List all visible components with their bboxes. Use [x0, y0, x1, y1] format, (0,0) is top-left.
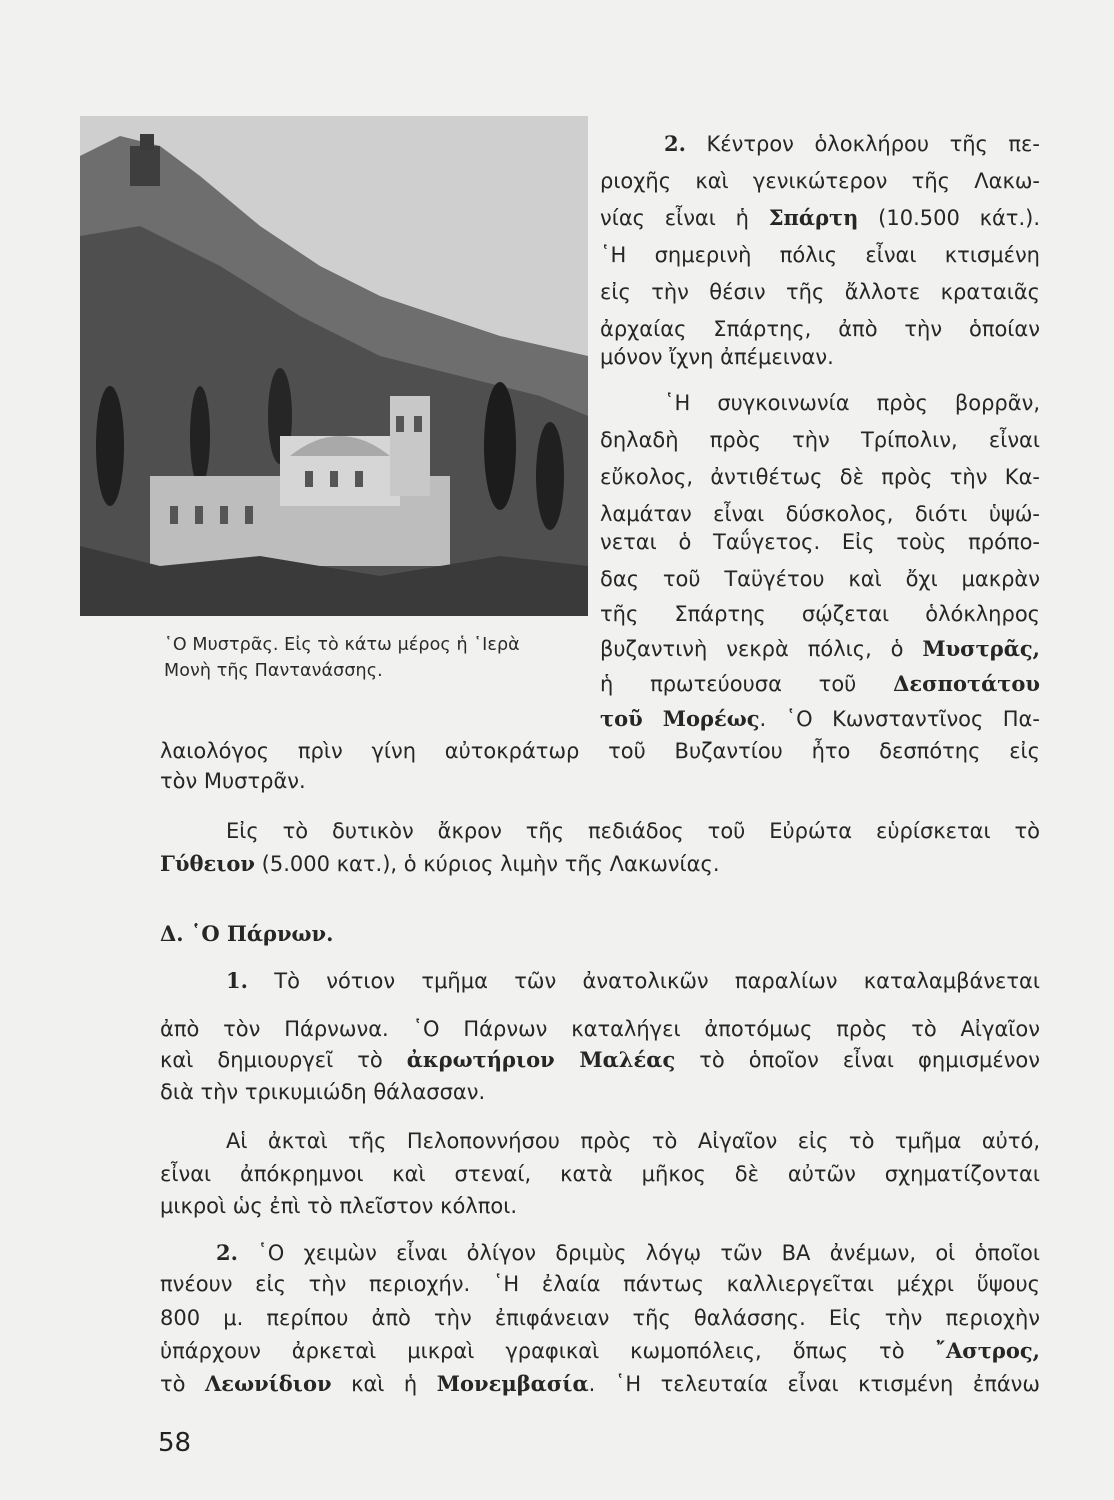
s2-line-6: ἀρχαίας Σπάρτης, ἀπὸ τὴν ὁποίαν — [600, 317, 1040, 341]
section-heading-parnon: Δ. ῾Ο Πάρνων. — [160, 921, 334, 946]
p1-line-3 — [160, 1044, 1040, 1076]
s2-line-7: μόνον ἴχνη ἀπέμειναν. — [600, 345, 834, 369]
despotate-bold: Δεσποτάτου — [893, 671, 1040, 696]
s2-line-18: λαιολόγος πρὶν γίνη αὐτοκράτωρ τοῦ Βυζαντίου ἦτο δεσπότης εἰς — [160, 739, 1040, 763]
s2-line-17 — [600, 703, 1040, 735]
p2-line-4 — [160, 1335, 1040, 1367]
s2-line-21 — [160, 848, 1040, 880]
s2-line-2: ριοχῆς καὶ γενικώτερον τῆς Λακω- — [600, 169, 1040, 193]
s2-line-15 — [600, 633, 1040, 665]
p2-line-5-c: καὶ ἡ — [331, 1372, 437, 1396]
s2-line-20: Εἰς τὸ δυτικὸν ἄκρον τῆς πεδιάδος τοῦ Εὐρώτα εὑρίσκεται τὸ — [226, 819, 1040, 843]
p2-line-1-text: ῾Ο χειμὼν εἶναι ὀλίγον δριμὺς λόγῳ τῶν ΒΑ ἀνέμων, οἱ ὁποῖοι — [237, 1241, 1040, 1265]
s2-line-3-c: (10.500 κάτ.). — [858, 206, 1040, 230]
astros-bold: ῎Αστρος, — [935, 1338, 1040, 1363]
p1-line-1 — [226, 965, 1040, 997]
monemvasia-bold: Μονεμβασία — [436, 1371, 589, 1396]
p1-line-6: εἶναι ἀπόκρημνοι καὶ στεναί, κατὰ μῆκος δὲ αὐτῶν σχηματίζονται — [160, 1162, 1040, 1186]
s2-line-12: νεται ὁ Ταΰγετος. Εἰς τοὺς πρόπο- — [600, 530, 1040, 554]
p2-line-5-e: . ῾Η τελευταία εἶναι κτισμένη ἐπάνω — [588, 1372, 1040, 1396]
sparti-bold: Σπάρτη — [768, 205, 859, 230]
s2-line-5: εἰς τὴν θέσιν τῆς ἄλλοτε κραταιᾶς — [600, 280, 1040, 304]
p2-line-4-a: ὑπάρχουν ἀρκεταὶ μικραὶ γραφικαὶ κωμοπόλεις, ὅπως τὸ — [160, 1339, 936, 1363]
s2-line-19: τὸν Μυστρᾶν. — [160, 769, 306, 793]
s2-line-16 — [600, 668, 1040, 700]
caption-line-2: Μονὴ τῆς Παντανάσσης. — [164, 661, 383, 681]
p2-line-5 — [160, 1368, 1040, 1400]
p1-line-7: μικροὶ ὡς ἐπὶ τὸ πλεῖστον κόλποι. — [160, 1194, 517, 1218]
s2-line-10: εὔκολος, ἀντιθέτως δὲ πρὸς τὴν Κα- — [600, 465, 1040, 489]
p2-number: 2. — [216, 1240, 238, 1265]
s2-line-4: ῾Η σημερινὴ πόλις εἶναι κτισμένη — [600, 243, 1040, 267]
s2-line-3-a: νίας εἶναι ἡ — [600, 206, 769, 230]
s2-line-3 — [600, 202, 1040, 234]
gytheio-bold: Γύθειον — [160, 851, 255, 876]
photo-caption — [164, 632, 584, 684]
s2-line-21-b: (5.000 κατ.), ὁ κύριος λιμὴν τῆς Λακωνίας. — [255, 852, 720, 876]
s2-line-11: λαμάταν εἶναι δύσκολος, διότι ὑψώ- — [600, 502, 1040, 526]
p1-line-2: ἀπὸ τὸν Πάρνωνα. ῾Ο Πάρνων καταλήγει ἀποτόμως πρὸς τὸ Αἰγαῖον — [160, 1017, 1040, 1041]
s2-number: 2. — [664, 131, 686, 156]
s2-line-1-text: Κέντρον ὁλοκλήρου τῆς πε- — [685, 132, 1040, 156]
caption-line-1: ῾Ο Μυστρᾶς. Εἰς τὸ κάτω μέρος ἡ ῾Ιερὰ — [164, 635, 520, 655]
p2-line-3: 800 μ. περίπου ἀπὸ τὴν ἐπιφάνειαν τῆς θαλάσσης. Εἰς τὴν περιοχὴν — [160, 1306, 1040, 1330]
s2-line-13: δας τοῦ Ταϋγέτου καὶ ὄχι μακρὰν — [600, 567, 1040, 591]
p1-line-3-c: τὸ ὁποῖον εἶναι φημισμένον — [675, 1048, 1040, 1072]
leonidio-bold: Λεωνίδιον — [205, 1371, 332, 1396]
s2-line-9: δηλαδὴ πρὸς τὴν Τρίπολιν, εἶναι — [600, 428, 1040, 452]
page-number: 58 — [158, 1428, 192, 1458]
s2-line-15-a: βυζαντινὴ νεκρὰ πόλις, ὁ — [600, 637, 923, 661]
s2-line-14: τῆς Σπάρτης σῴζεται ὁλόκληρος — [600, 602, 1040, 626]
moreas-bold: τοῦ Μορέως — [600, 706, 760, 731]
cape-maleas-bold: ἀκρωτήριον Μαλέας — [406, 1047, 676, 1072]
s2-line-8: ῾Η συγκοινωνία πρὸς βορρᾶν, — [664, 391, 1040, 415]
p2-line-5-a: τὸ — [160, 1372, 206, 1396]
p1-line-4: διὰ τὴν τρικυμιώδη θάλασσαν. — [160, 1080, 486, 1104]
mystras-photo — [80, 116, 588, 616]
mystras-bold: Μυστρᾶς, — [922, 636, 1040, 661]
s2-line-16-a: ἡ πρωτεύουσα τοῦ — [600, 672, 894, 696]
p1-line-1-text: Τὸ νότιον τμῆμα τῶν ἀνατολικῶν παραλίων καταλαμβάνεται — [247, 969, 1040, 993]
p2-line-2: πνέουν εἰς τὴν περιοχήν. ῾Η ἐλαία πάντως καλλιεργεῖται μέχρι ὕψους — [160, 1272, 1040, 1296]
p1-line-3-a: καὶ δημιουργεῖ τὸ — [160, 1048, 407, 1072]
s2-line-1 — [664, 128, 1040, 160]
p2-line-1 — [216, 1237, 1040, 1269]
s2-line-17-b: . ῾Ο Κωνσταντῖνος Πα- — [759, 707, 1040, 731]
p1-line-5: Αἱ ἀκταὶ τῆς Πελοποννήσου πρὸς τὸ Αἰγαῖον εἰς τὸ τμῆμα αὐτό, — [226, 1129, 1040, 1153]
p1-number: 1. — [226, 968, 248, 993]
